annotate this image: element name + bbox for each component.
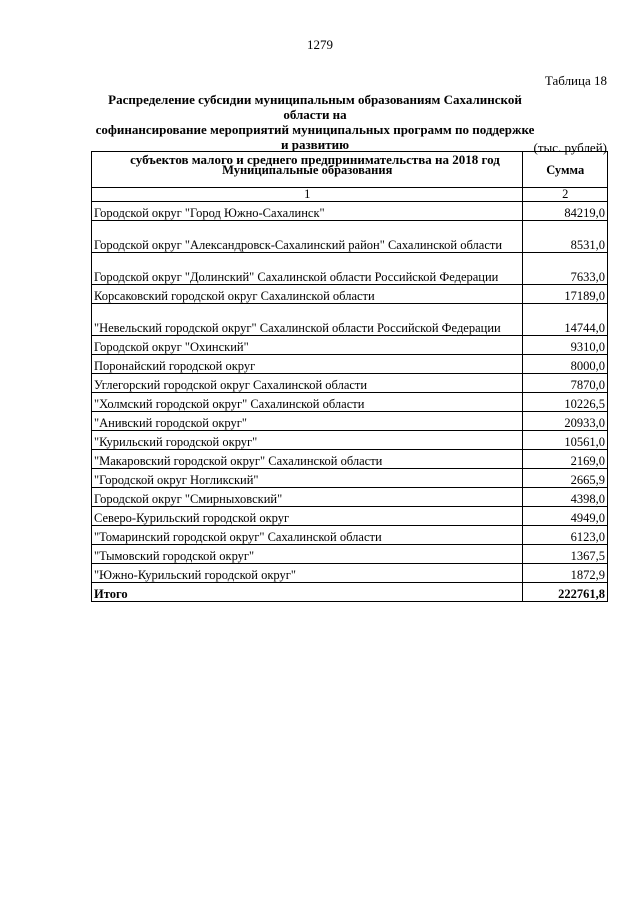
total-sum: 222761,8 bbox=[523, 583, 608, 602]
total-label: Итого bbox=[92, 583, 523, 602]
subsidy-sum: 4398,0 bbox=[523, 488, 608, 507]
title-line: софинансирование мероприятий муниципальных программ по поддержке и развитию bbox=[95, 122, 535, 152]
table-header-row bbox=[92, 152, 608, 188]
table-row bbox=[92, 285, 608, 304]
subsidy-sum: 6123,0 bbox=[523, 526, 608, 545]
subsidy-sum: 9310,0 bbox=[523, 336, 608, 355]
subsidy-sum: 8000,0 bbox=[523, 355, 608, 374]
table-body bbox=[92, 202, 608, 583]
municipality-name: Городской округ "Александровск-Сахалинский район" Сахалинской области bbox=[92, 221, 523, 253]
table-row bbox=[92, 450, 608, 469]
subsidy-sum: 20933,0 bbox=[523, 412, 608, 431]
table-row bbox=[92, 253, 608, 285]
subsidy-sum: 7633,0 bbox=[523, 253, 608, 285]
municipality-name: Углегорский городской округ Сахалинской области bbox=[92, 374, 523, 393]
subsidy-sum: 84219,0 bbox=[523, 202, 608, 221]
municipality-name: "Холмский городской округ" Сахалинской области bbox=[92, 393, 523, 412]
header-sum: Сумма bbox=[523, 152, 608, 188]
subsidy-sum: 10226,5 bbox=[523, 393, 608, 412]
subsidy-sum: 2169,0 bbox=[523, 450, 608, 469]
subsidy-sum: 14744,0 bbox=[523, 304, 608, 336]
title-line: субъектов малого и среднего предпринимательства на 2018 год bbox=[130, 152, 500, 167]
subsidy-sum: 4949,0 bbox=[523, 507, 608, 526]
table-row bbox=[92, 526, 608, 545]
municipality-name: "Томаринский городской округ" Сахалинской области bbox=[92, 526, 523, 545]
table-row bbox=[92, 336, 608, 355]
table-row bbox=[92, 431, 608, 450]
subsidy-sum: 2665,9 bbox=[523, 469, 608, 488]
municipality-name: Городской округ "Охинский" bbox=[92, 336, 523, 355]
municipality-name: Городской округ "Смирныховский" bbox=[92, 488, 523, 507]
column-number: 2 bbox=[523, 188, 608, 202]
header-municipalities: Муниципальные образования bbox=[92, 152, 523, 188]
municipality-name: "Макаровский городской округ" Сахалинской области bbox=[92, 450, 523, 469]
municipality-name: "Тымовский городской округ" bbox=[92, 545, 523, 564]
subsidy-sum: 1367,5 bbox=[523, 545, 608, 564]
units-label: (тыс. рублей) bbox=[533, 140, 607, 155]
page-number: 1279 bbox=[307, 37, 333, 52]
table-row bbox=[92, 355, 608, 374]
table-row bbox=[92, 564, 608, 583]
table-row bbox=[92, 412, 608, 431]
table-row bbox=[92, 469, 608, 488]
table-row bbox=[92, 202, 608, 221]
table-label: Таблица 18 bbox=[544, 73, 607, 88]
table-row bbox=[92, 304, 608, 336]
table-row bbox=[92, 374, 608, 393]
municipality-name: "Невельский городской округ" Сахалинской области Российской Федерации bbox=[92, 304, 523, 336]
municipality-name: "Городской округ Ногликский" bbox=[92, 469, 523, 488]
table-row bbox=[92, 221, 608, 253]
municipality-name: Поронайский городской округ bbox=[92, 355, 523, 374]
column-number: 1 bbox=[92, 188, 523, 202]
municipality-name: Городской округ "Город Южно-Сахалинск" bbox=[92, 202, 523, 221]
table-row bbox=[92, 507, 608, 526]
municipality-name: Городской округ "Долинский" Сахалинской области Российской Федерации bbox=[92, 253, 523, 285]
table-row bbox=[92, 545, 608, 564]
municipality-name: "Курильский городской округ" bbox=[92, 431, 523, 450]
municipality-name: Северо-Курильский городской округ bbox=[92, 507, 523, 526]
subsidy-table bbox=[91, 151, 608, 602]
municipality-name: Корсаковский городской округ Сахалинской области bbox=[92, 285, 523, 304]
municipality-name: "Южно-Курильский городской округ" bbox=[92, 564, 523, 583]
municipality-name: "Анивский городской округ" bbox=[92, 412, 523, 431]
subsidy-sum: 17189,0 bbox=[523, 285, 608, 304]
table-row bbox=[92, 488, 608, 507]
subsidy-sum: 10561,0 bbox=[523, 431, 608, 450]
total-row bbox=[92, 583, 608, 602]
column-number-row bbox=[92, 188, 608, 202]
title-line: Распределение субсидии муниципальным образованиям Сахалинской области на bbox=[108, 92, 522, 122]
subsidy-sum: 8531,0 bbox=[523, 221, 608, 253]
subsidy-sum: 1872,9 bbox=[523, 564, 608, 583]
table-row bbox=[92, 393, 608, 412]
subsidy-sum: 7870,0 bbox=[523, 374, 608, 393]
